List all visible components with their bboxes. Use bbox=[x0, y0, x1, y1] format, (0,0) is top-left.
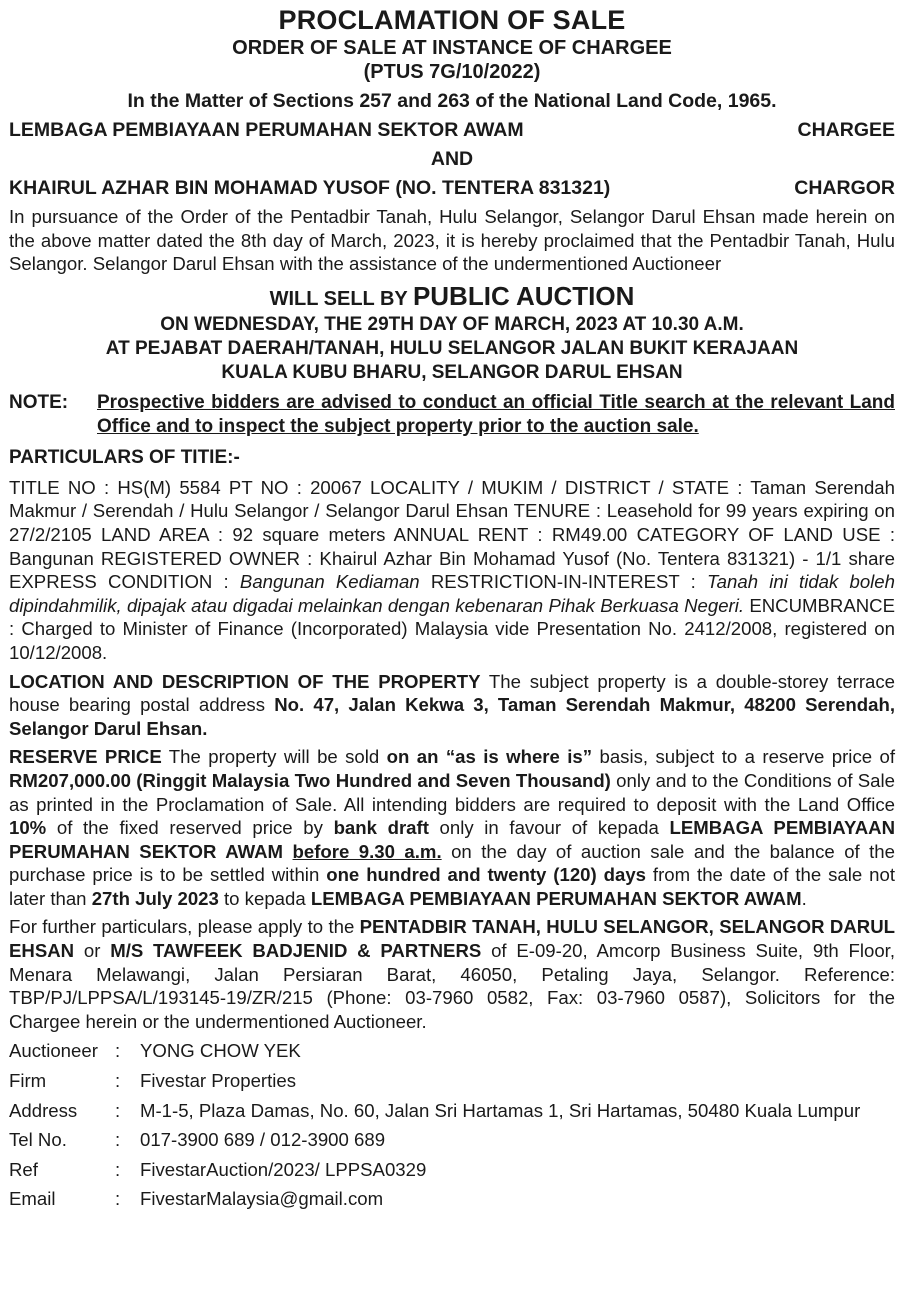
proclamation-document bbox=[9, 4, 895, 1211]
particulars-heading: PARTICULARS OF TITIE:- bbox=[9, 446, 240, 468]
detail-value: YONG CHOW YEK bbox=[140, 1040, 301, 1062]
further-particulars-paragraph bbox=[9, 915, 895, 1033]
chargee-row bbox=[9, 118, 895, 142]
note-label: NOTE: bbox=[9, 391, 69, 413]
solicitor-firm: M/S TAWFEEK BADJENID & PARTNERS bbox=[110, 940, 482, 962]
auction-heading bbox=[9, 282, 895, 313]
note-text: Prospective bidders are advised to conduct an official Title search at the relevant Land Office and to inspect the subject property prior to the auction sale. bbox=[97, 391, 895, 437]
detail-label: Auctioneer bbox=[9, 1040, 98, 1062]
reserve-text-10: . bbox=[801, 887, 807, 909]
chargor-role: CHARGOR bbox=[794, 177, 895, 199]
matter-line: In the Matter of Sections 257 and 263 of the National Land Code, 1965. bbox=[127, 90, 777, 112]
particulars-paragraph bbox=[9, 476, 895, 665]
detail-separator: : bbox=[115, 1129, 121, 1151]
reserve-text-5: only in favour of kepada bbox=[428, 817, 670, 839]
auction-date: ON WEDNESDAY, THE 29TH DAY OF MARCH, 2023 AT 10.30 A.M. bbox=[160, 313, 744, 335]
detail-row-email bbox=[9, 1187, 895, 1211]
deposit-percent: 10% bbox=[9, 817, 47, 839]
express-condition-value: Bangunan Kediaman bbox=[239, 571, 420, 593]
as-is-where-is: on an “as is where is” bbox=[386, 746, 593, 768]
intro-paragraph: In pursuance of the Order of the Pentadbir Tanah, Hulu Selangor, Selangor Darul Ehsan made herein on the above matter dated the 8th day of March, 2023, it is hereby proclaimed that the Pentadbir Tanah, Hulu Selangor. Selangor Darul Ehsan with the assistance of the undermentioned Auctioneer bbox=[9, 206, 895, 275]
further-text-3: of E-09-20, Amcorp Business Suite, 9th Floor, Menara Melawangi, Jalan Persiaran Barat, 46050, Petaling Jaya, Selangor. Reference: TBP/PJ/LPPSA/L/193145-19/ZR/215 (Phone: 03-7960 0582, Fax: 03-7960 0587), Solicitors for the Chargee herein or the undermentioned Auctioneer. bbox=[9, 940, 895, 1032]
reserve-text-2: basis, subject to a reserve price of bbox=[592, 746, 895, 768]
chargee-role: CHARGEE bbox=[797, 119, 895, 141]
chargor-name: KHAIRUL AZHAR BIN MOHAMAD YUSOF (NO. TENTERA 831321) bbox=[9, 177, 611, 199]
further-text-1: For further particulars, please apply to the bbox=[9, 916, 360, 938]
bank-draft: bank draft bbox=[333, 817, 429, 839]
detail-row-auctioneer bbox=[9, 1039, 895, 1063]
reserve-price-paragraph bbox=[9, 745, 895, 910]
document-subtitle: ORDER OF SALE AT INSTANCE OF CHARGEE bbox=[232, 37, 672, 59]
detail-row-firm bbox=[9, 1069, 895, 1093]
payee-name: LEMBAGA PEMBIAYAAN PERUMAHAN SEKTOR AWAM bbox=[9, 817, 896, 862]
detail-row-ref bbox=[9, 1158, 895, 1182]
location-heading: LOCATION AND DESCRIPTION OF THE PROPERTY bbox=[9, 670, 481, 692]
will-sell-label: WILL SELL BY bbox=[269, 287, 408, 310]
location-paragraph bbox=[9, 670, 895, 741]
payee-name-2: LEMBAGA PEMBIAYAAN PERUMAHAN SEKTOR AWAM bbox=[310, 887, 802, 909]
reserve-amount: RM207,000.00 (Ringgit Malaysia Two Hundred and Seven Thousand) bbox=[9, 769, 611, 791]
particulars-main: TITLE NO : HS(M) 5584 PT NO : 20067 LOCALITY / MUKIM / DISTRICT / STATE : Taman Serendah Makmur / Serendah / Hulu Selangor / Selangor Darul Ehsan TENURE : Leasehold for 99 years expiring on 27/2/2105 LAND AREA : 92 square meters ANNUAL RENT : RM49.00 CATEGORY OF LAND USE : Bangunan REGISTERED OWNER : Khairul Azhar Bin Mohamad Yusof (No. Tentera 831321) - 1/1 share EXPRESS CONDITION : bbox=[9, 476, 895, 593]
detail-value: 017-3900 689 / 012-3900 689 bbox=[140, 1129, 386, 1151]
deposit-deadline: before 9.30 a.m. bbox=[292, 840, 442, 862]
detail-label: Ref bbox=[9, 1158, 38, 1180]
auction-venue-line-2: KUALA KUBU BHARU, SELANGOR DARUL EHSAN bbox=[221, 361, 683, 383]
reserve-text-4: of the fixed reserved price by bbox=[46, 817, 334, 839]
location-text: The subject property is a double-storey terrace house bearing postal address bbox=[9, 670, 895, 716]
detail-separator: : bbox=[115, 1070, 121, 1092]
auction-venue-line-1: AT PEJABAT DAERAH/TANAH, HULU SELANGOR JALAN BUKIT KERAJAAN bbox=[105, 337, 799, 359]
detail-row-tel bbox=[9, 1128, 895, 1152]
note-block bbox=[9, 391, 895, 439]
detail-separator: : bbox=[115, 1158, 121, 1180]
chargor-row bbox=[9, 176, 895, 200]
detail-label: Firm bbox=[9, 1070, 47, 1092]
detail-separator: : bbox=[115, 1099, 121, 1121]
reference-code: (PTUS 7G/10/2022) bbox=[363, 61, 541, 83]
detail-label: Email bbox=[9, 1188, 56, 1210]
reserve-text-3: only and to the Conditions of Sale as printed in the Proclamation of Sale. All intending bidders are required to deposit with the Land Office bbox=[9, 769, 895, 815]
auctioneer-details bbox=[9, 1039, 895, 1211]
restriction-text: Tanah ini tidak boleh dipindahmilik, dipajak atau digadai melainkan dengan kebenaran Pihak Berkuasa Negeri. bbox=[9, 571, 895, 616]
detail-separator: : bbox=[115, 1188, 121, 1210]
chargee-name: LEMBAGA PEMBIAYAAN PERUMAHAN SEKTOR AWAM bbox=[9, 119, 524, 141]
email-value[interactable]: FivestarMalaysia@gmail.com bbox=[140, 1188, 384, 1210]
reserve-text-9: to kepada bbox=[218, 887, 311, 909]
reserve-text-7: on the day of auction sale and the balance of the purchase price is to be settled within bbox=[9, 840, 895, 886]
further-text-2: or bbox=[74, 940, 111, 962]
reserve-text-8: from the date of the sale not later than bbox=[9, 864, 896, 909]
detail-value: M-1-5, Plaza Damas, No. 60, Jalan Sri Hartamas 1, Sri Hartamas, 50480 Kuala Lumpur bbox=[140, 1099, 861, 1121]
detail-row-address bbox=[9, 1099, 895, 1123]
reserve-text-1: The property will be sold bbox=[161, 746, 387, 768]
property-address: No. 47, Jalan Kekwa 3, Taman Serendah Makmur, 48200 Serendah, Selangor Darul Ehsan. bbox=[9, 694, 895, 739]
settlement-date: 27th July 2023 bbox=[91, 887, 219, 909]
reserve-price-heading: RESERVE PRICE bbox=[9, 746, 162, 768]
detail-value: Fivestar Properties bbox=[140, 1070, 297, 1092]
encumbrance-text: ENCUMBRANCE : Charged to Minister of Finance (Incorporated) Malaysia vide Presentation No. 2412/2008, registered on 10/12/2008. bbox=[9, 594, 895, 663]
public-auction-label: PUBLIC AUCTION bbox=[412, 280, 635, 311]
reserve-text-6 bbox=[283, 841, 292, 862]
detail-separator: : bbox=[115, 1040, 121, 1062]
document-title: PROCLAMATION OF SALE bbox=[278, 5, 626, 35]
detail-value: FivestarAuction/2023/ LPPSA0329 bbox=[140, 1158, 427, 1180]
and-separator: AND bbox=[430, 148, 474, 170]
detail-label: Address bbox=[9, 1099, 78, 1121]
restriction-label: RESTRICTION-IN-INTEREST : bbox=[419, 571, 708, 593]
land-administrator: PENTADBIR TANAH, HULU SELANGOR, SELANGOR DARUL EHSAN bbox=[9, 916, 895, 962]
detail-label: Tel No. bbox=[9, 1129, 67, 1151]
settlement-period: one hundred and twenty (120) days bbox=[326, 864, 646, 886]
